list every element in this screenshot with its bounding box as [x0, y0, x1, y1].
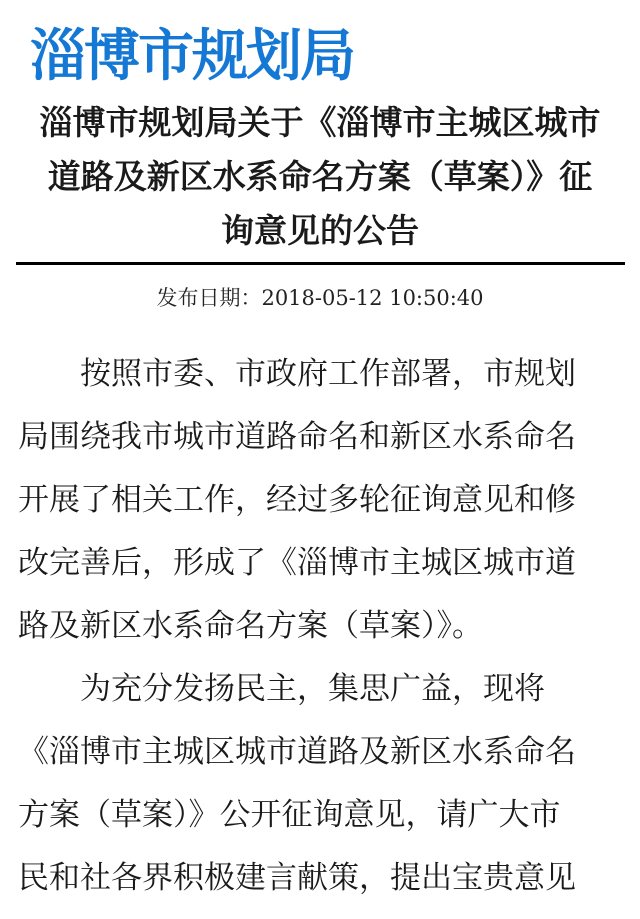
title-divider [16, 262, 625, 265]
paragraph-line: 民和社各界积极建言献策，提出宝贵意见 [18, 860, 576, 896]
paragraph-line: 为充分发扬民主，集思广益，现将 [80, 671, 545, 707]
title-line: 淄博市规划局关于《淄博市主城区城市 [39, 103, 601, 142]
publish-date: 发布日期：2018-05-12 10:50:40 [156, 286, 484, 310]
paragraph-line: 改完善后，形成了《淄博市主城区城市道 [18, 545, 576, 581]
paragraph-2 [18, 667, 622, 919]
paragraph-1 [18, 352, 622, 667]
title-line: 道路及新区水系命名方案（草案）》征 [47, 157, 593, 196]
title-line: 询意见的公告 [221, 211, 419, 250]
bureau-logo: 淄博市规划局 [30, 24, 354, 89]
article-body [18, 352, 622, 919]
article-title [18, 96, 622, 258]
paragraph-line: 路及新区水系命名方案（草案）》。 [18, 608, 483, 644]
paragraph-line: 局围绕我市城市道路命名和新区水系命名 [18, 419, 576, 455]
paragraph-line: 方案（草案）》公开征询意见，请广大市 [18, 797, 561, 833]
paragraph-line: 按照市委、市政府工作部署，市规划 [80, 356, 576, 392]
paragraph-line: 开展了相关工作，经过多轮征询意见和修 [18, 482, 576, 518]
paragraph-line: 《淄博市主城区城市道路及新区水系命名 [18, 734, 576, 770]
